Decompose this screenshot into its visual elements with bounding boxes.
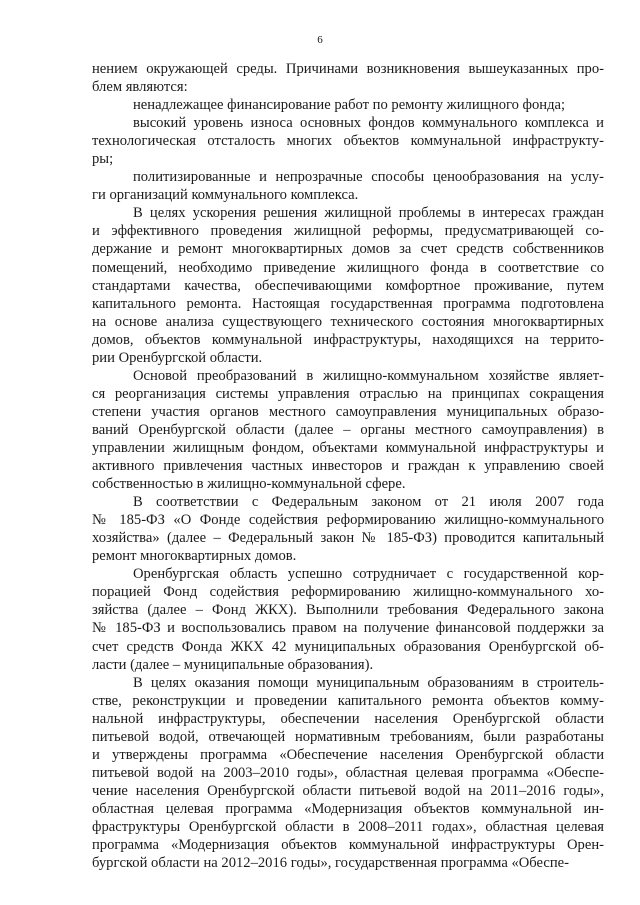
text-line: технологическая отсталость многих объектов коммунальной инфраструкту- — [92, 133, 604, 150]
text-line: высокий уровень износа основных фондов коммунального комплекса и — [133, 115, 604, 132]
text-line: на основе анализа существующего технического состояния многоквартирных — [92, 313, 604, 330]
text-line: В соответствии с Федеральным законом от 21 июля 2007 года — [133, 494, 604, 511]
text-line: ги организаций коммунального комплекса. — [92, 187, 359, 204]
paragraph — [92, 204, 604, 366]
text-line: питьевой водой на 2003–2010 годы», областная целевая программа «Обеспе- — [92, 764, 604, 781]
text-line: рии Оренбургской области. — [92, 349, 263, 366]
text-line: зяйства (далее – Фонд ЖКХ). Выполнили требования Федерального закона — [92, 602, 604, 619]
text-line: стве, реконструкции и проведении капитального ремонта объектов комму- — [92, 692, 604, 709]
text-line: держание и ремонт многоквартирных домов за счет средств собственников — [92, 241, 604, 258]
paragraph — [92, 674, 604, 873]
text-line: степени участия органов местного самоуправления муниципальных образо- — [92, 403, 604, 420]
text-line: чение населения Оренбургской области питьевой водой на 2011–2016 годы», — [92, 782, 604, 799]
paragraph — [92, 493, 604, 565]
text-line: домов, объектов коммунальной инфраструктуры, находящихся на террито- — [92, 331, 604, 348]
text-line: областная целевая программа «Модернизация объектов коммунальной ин- — [92, 800, 604, 817]
text-line: блем являются: — [92, 79, 188, 96]
text-line: ры; — [92, 151, 114, 168]
text-line: ласти (далее – муниципальные образования). — [92, 656, 374, 673]
text-line: нением окружающей среды. Причинами возникновения вышеуказанных про- — [92, 61, 604, 77]
text-line: и эффективного проведения жилищной реформы, предусматривающей со- — [92, 223, 604, 240]
paragraph — [92, 60, 604, 96]
text-line: управлении жилищным фондом, объектами коммунальной инфраструктуры и — [92, 439, 604, 456]
text-line: нальной инфраструктуры, обеспечении населения Оренбургской области — [92, 710, 604, 727]
text-line: питьевой водой, отвечающей нормативным требованиям, были разработаны — [92, 728, 604, 745]
paragraph — [92, 565, 604, 673]
paragraph — [92, 96, 604, 114]
document-body — [92, 60, 604, 872]
text-line: помещений, необходимо приведение жилищного фонда в соответствие со — [92, 259, 604, 276]
text-line: политизированные и непрозрачные способы ценообразования на услу- — [133, 169, 604, 186]
paragraph — [92, 168, 604, 204]
text-line: ненадлежащее финансирование работ по ремонту жилищного фонда; — [133, 97, 566, 114]
text-line: В целях оказания помощи муниципальным образованиям в строитель- — [133, 674, 604, 691]
paragraph — [92, 367, 604, 493]
text-line: фраструктуры Оренбургской области в 2008–2011 годах», областная целевая — [92, 818, 604, 835]
text-line: ремонт многоквартирных домов. — [92, 548, 297, 565]
page-number: 6 — [317, 34, 323, 46]
text-line: собственностью в жилищно-коммунальной сфере. — [92, 476, 406, 493]
text-line: ся реорганизация системы управления отраслью на принципах сокращения — [92, 385, 604, 402]
text-line: № 185-ФЗ и воспользовались правом на получение финансовой поддержки за — [92, 620, 604, 637]
text-line: Оренбургская область успешно сотрудничает с государственной кор- — [133, 566, 604, 583]
text-line: программа «Модернизация объектов коммунальной инфраструктуры Орен- — [92, 837, 604, 854]
text-line: хозяйства» (далее – Федеральный закон № 185-ФЗ) проводится капитальный — [92, 530, 604, 547]
text-line: ваний Оренбургской области (далее – органы местного самоуправления) в — [92, 421, 604, 438]
paragraph — [92, 114, 604, 168]
text-line: порацией Фонд содействия реформированию жилищно-коммунального хо- — [92, 584, 604, 601]
text-line: Основой преобразований в жилищно-коммунальном хозяйстве являет- — [133, 367, 604, 384]
text-line: и утверждены программа «Обеспечение населения Оренбургской области — [92, 746, 604, 763]
text-line: № 185-ФЗ «О Фонде содействия реформированию жилищно-коммунального — [92, 512, 604, 529]
text-line: капитального ремонта. Настоящая государственная программа подготовлена — [92, 295, 604, 312]
text-line: стандартами качества, обеспечивающими комфортное проживание, путем — [92, 277, 604, 294]
text-line: активного привлечения частных инвесторов и граждан к управлению своей — [92, 458, 604, 475]
text-line: В целях ускорения решения жилищной проблемы в интересах граждан — [133, 205, 604, 222]
text-line: счет средств Фонда ЖКХ 42 муниципальных образования Оренбургской об- — [92, 638, 604, 655]
text-line: бургской области на 2012–2016 годы», государственная программа «Обеспе- — [92, 855, 569, 872]
